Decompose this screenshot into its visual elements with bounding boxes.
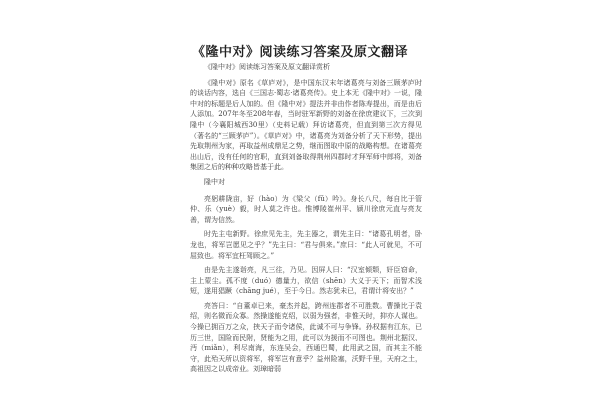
body-paragraph: 时先主屯新野。徐庶见先主，先主器之，谓先主曰：“诸葛孔明者，卧龙也，将军岂愿见之乎？”先主曰：“君与俱来。”庶曰：“此人可就见，不可屈致也。将军宜枉驾顾之。” (190, 230, 422, 260)
document-title: 《隆中对》阅读练习答案及原文翻译 (191, 45, 408, 60)
document-body (190, 62, 422, 379)
body-paragraph: 亮躬耕陇亩，好（hào）为《梁父（fǔ）吟》。身长八尺，每自比于管仲、乐（yuè）毅，时人莫之许也。惟博陵崔州平、颍川徐庶元直与亮友善，谓为信然。 (190, 194, 422, 224)
body-paragraph: 亮答曰：“自董卓已来，豪杰并起，跨州连郡者不可胜数。曹操比于袁绍，则名微而众寡。然操遂能克绍，以弱为强者，非惟天时，抑亦人谋也。今操已拥百万之众，挟天子而令诸侯，此诚不可与争锋。孙权据有江东，已历三世，国险而民附，贤能为之用，此可以为援而不可图也。荆州北据汉、沔（miǎn），利尽南海，东连吴会，西通巴蜀，此用武之国，而其主不能守，此殆天所以资将军，将军岂有意乎？益州险塞，沃野千里，天府之土，高祖因之以成帝业。刘璋暗弱 (190, 301, 422, 374)
body-paragraph: 由是先主遂诣亮，凡三往，乃见。因屏人曰：“汉室倾颓，奸臣窃命，主上蒙尘。孤不度（duó）德量力，欲信（shēn）大义于天下；而智术浅短，遂用猖蹶（chāng jué），至于今日。然志犹未已，君谓计将安出？” (190, 266, 422, 296)
intro-paragraph: 《隆中对》原名《草庐对》，是中国东汉末年诸葛亮与刘备三顾茅庐时的谈话内容，选自《三国志·蜀志·诸葛亮传》。史上本无《隆中对》一说，隆中对的标题是后人加的。但《隆中对》提法并非由作者陈寿提出，而是由后人添加。207年冬至208年春，当时驻军新野的刘备在徐庶建议下，三次到隆中（今襄阳城西30里）（史料记载）拜访诸葛亮，但直到第三次方得见（著名的“三顾茅庐”）。《草庐对》中，诸葛亮为刘备分析了天下形势，提出先取荆州为家，再取益州成鼎足之势，继而图取中原的战略构想。在诸葛亮出山后，没有任何的官职，直到刘备取得荆州四郡时才拜军师中郎将，刘备集团之后的种种攻略皆基于此。 (190, 78, 422, 172)
document-subtitle: 《隆中对》阅读练习答案及原文翻译赏析 (204, 63, 330, 71)
section-heading: 隆中对 (204, 177, 225, 186)
